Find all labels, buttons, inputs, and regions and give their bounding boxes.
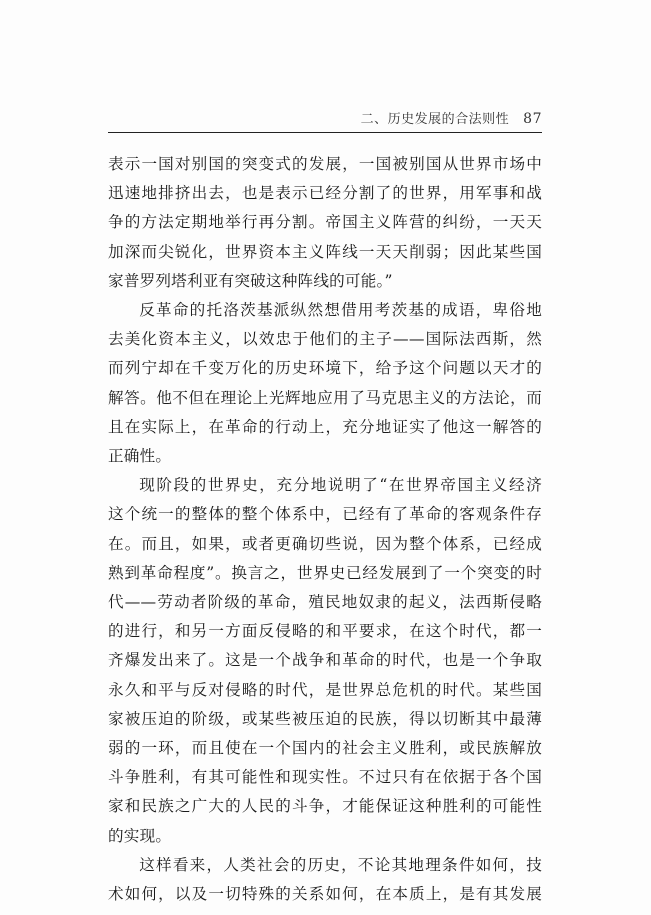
text-line: 术如何，以及一切特殊的关系如何，在本质上，是有其发展	[108, 885, 542, 904]
text-line: 现阶段的世界史，充分地说明了“在世界帝国主义经济	[139, 476, 542, 495]
text-line: 的进行，和另一方面反侵略的和平要求，在这个时代，都一	[108, 622, 542, 641]
text-line: 这个统一的整体的整个体系中，已经有了革命的客观条件存	[108, 505, 542, 524]
text-line: 齐爆发出来了。这是一个战争和革命的时代，也是一个争取	[108, 651, 542, 670]
text-line: 家被压迫的阶级，或某些被压迫的民族，得以切断其中最薄	[108, 709, 542, 728]
text-line: 熟到革命程度”。换言之，世界史已经发展到了一个突变的时	[108, 563, 542, 582]
text-line: 且在实际上，在革命的行动上，充分地证实了他这一解答的	[108, 417, 542, 436]
text-line: 在。而且，如果，或者更确切些说，因为整个体系，已经成	[108, 534, 542, 553]
header-rule	[108, 132, 542, 133]
text-line: 表示一国对别国的突变式的发展，一国被别国从世界市场中	[108, 155, 542, 173]
text-line: 代——劳动者阶级的革命，殖民地奴隶的起义，法西斯侵略	[108, 593, 542, 612]
text-line: 解答。他不但在理论上光辉地应用了马克思主义的方法论，而	[108, 388, 542, 407]
page-number: 87	[523, 111, 542, 127]
section-title: 二、历史发展的合法则性	[360, 112, 510, 127]
body-text	[108, 150, 542, 909]
paragraph-2	[108, 296, 542, 471]
text-line: 弱的一环，而且使在一个国内的社会主义胜利，或民族解放	[108, 739, 542, 758]
text-line: 斗争胜利，有其可能性和现实性。不过只有在依据于各个国	[108, 768, 542, 787]
text-line: 永久和平与反对侵略的时代，是世界总危机的时代。某些国	[108, 680, 542, 699]
paragraph-1	[108, 150, 542, 296]
text-line: 而列宁却在千变万化的历史环境下，给予这个问题以天才的	[108, 359, 542, 378]
text-line: 去美化资本主义，以效忠于他们的主子——国际法西斯，然	[108, 330, 542, 349]
text-line: 争的方法定期地举行再分割。帝国主义阵营的纠纷，一天天	[108, 213, 542, 232]
text-line: 家和民族之广大的人民的斗争，才能保证这种胜利的可能性	[108, 797, 542, 816]
paragraph-4	[108, 851, 542, 909]
text-line: 家普罗列塔利亚有突破这种阵线的可能。”	[108, 271, 393, 290]
paragraph-3	[108, 471, 542, 851]
running-header	[108, 108, 542, 134]
text-line: 迅速地排挤出去，也是表示已经分割了的世界，用军事和战	[108, 184, 542, 203]
text-line: 的实现。	[108, 826, 172, 845]
text-line: 反革命的托洛茨基派纵然想借用考茨基的成语，卑俗地	[139, 301, 542, 320]
text-line: 正确性。	[108, 447, 172, 466]
text-line: 这样看来，人类社会的历史，不论其地理条件如何，技	[139, 855, 542, 874]
text-line: 加深而尖锐化，世界资本主义阵线一天天削弱；因此某些国	[108, 242, 542, 261]
